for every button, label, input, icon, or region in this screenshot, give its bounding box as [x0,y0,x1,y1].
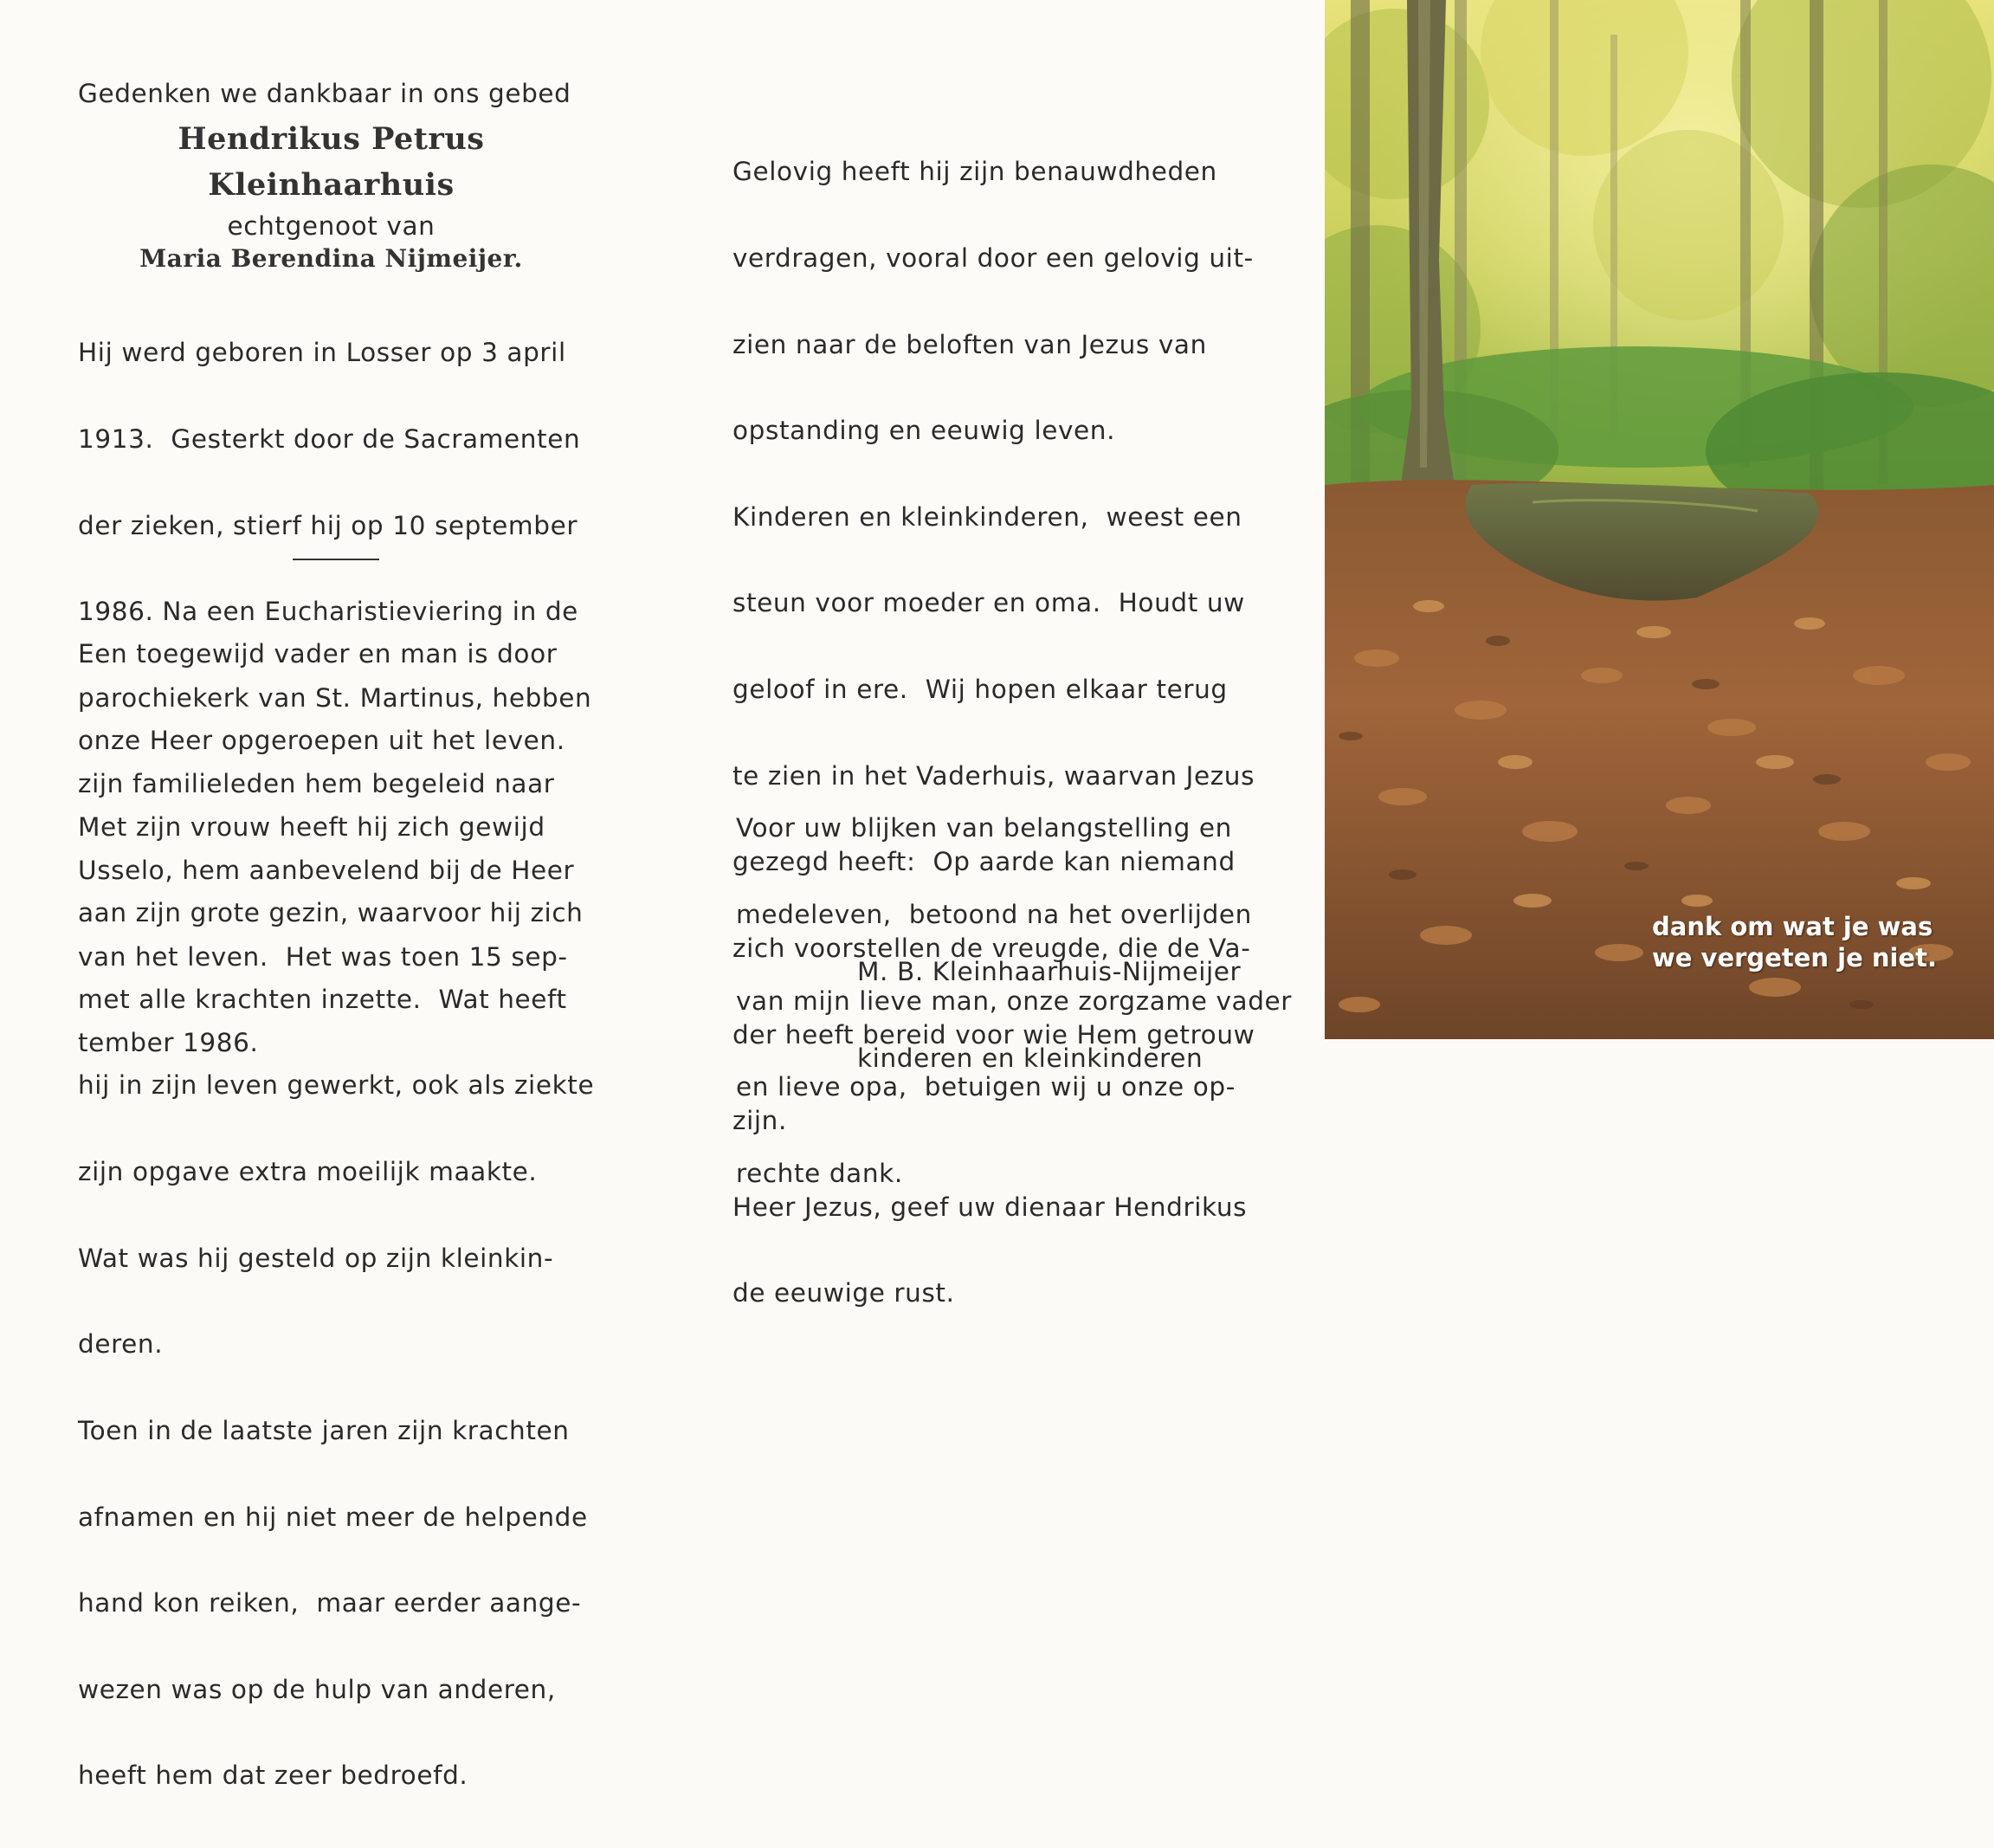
thanks-line: van mijn lieve man, onze zorgzame vader [736,985,1292,1016]
signature-name: M. B. Kleinhaarhuis-Nijmeijer [857,957,1242,987]
faith-line: Gelovig heeft hij zijn benauwdheden [732,157,1217,187]
faith-line: zich voorstellen de vreugde, die de Va- [732,933,1251,963]
faith-line: te zien in het Vaderhuis, waarvan Jezus [732,760,1255,791]
faith-line: verdragen, vooral door een gelovig uit- [732,243,1254,274]
thanks-line: rechte dank. [736,1158,903,1188]
faith-line: Kinderen en kleinkinderen, weest een [732,501,1242,532]
tribute-line: hand kon reiken, maar eerder aange- [78,1588,582,1619]
tribute-line: deren. [78,1329,164,1360]
photo-panel [1325,0,1994,1039]
bio-line: van het leven. Het was toen 15 sep- [78,941,568,972]
faith-line: zien naar de beloften van Jezus van [732,329,1207,359]
bio-line: Hij werd geboren in Losser op 3 april [78,338,566,368]
bio-line: Usselo, hem aanbevelend bij de Heer [78,856,575,886]
tribute-line: onze Heer opgeroepen uit het leven. [78,726,565,756]
tribute-line: zijn opgave extra moeilijk maakte. [78,1157,538,1187]
spouse-label: echtgenoot van [227,211,436,241]
tribute-paragraph [78,583,594,1848]
faith-line: zijn. [732,1106,787,1136]
bio-line: parochiekerk van St. Martinus, hebben [78,682,592,713]
autumn-forest-photo [1325,0,1994,1039]
faith-line: der heeft bereid voor wie Hem getrouw [732,1019,1255,1050]
signature-block [857,901,1241,1131]
deceased-surname: Kleinhaarhuis [208,167,455,203]
tribute-line: Toen in de laatste jaren zijn krachten [78,1415,570,1445]
signature-family: kinderen en kleinkinderen [857,1044,1203,1074]
thanks-line: medeleven, betoond na het overlijden [736,900,1252,930]
faith-line: opstanding en eeuwig leven. [732,416,1116,446]
tribute-line: afnamen en hij niet meer de helpende [78,1502,588,1532]
faith-line: steun voor moeder en oma. Houdt uw [732,588,1245,618]
faith-line: Heer Jezus, geef uw dienaar Hendrikus [732,1192,1248,1222]
spouse-name: Maria Berendina Nijmeijer. [139,244,523,273]
faith-line: de eeuwige rust. [732,1278,955,1308]
intro-text: Gedenken we dankbaar in ons gebed [78,79,571,108]
divider-line [293,559,379,560]
photo-caption [1652,911,1937,973]
caption-line-2: we vergeten je niet. [1652,943,1937,972]
bio-line: tember 1986. [78,1028,259,1058]
left-panel [0,0,662,1791]
bio-line: der zieken, stierf hij op 10 september [78,510,578,540]
thanks-line: Voor uw blijken van belangstelling en [736,813,1232,843]
tribute-line: aan zijn grote gezin, waarvoor hij zich [78,898,584,928]
tribute-line: hij in zijn leven gewerkt, ook als ziekte [78,1070,595,1101]
bio-line: 1913. Gesterkt door de Sacramenten [78,424,581,455]
tribute-line: heeft hem dat zeer bedroefd. [78,1761,468,1791]
tribute-line: wezen was op de hulp van anderen, [78,1674,556,1704]
deceased-first-names: Hendrikus Petrus [177,121,485,157]
tribute-line: met alle krachten inzette. Wat heeft [78,984,567,1014]
thanks-line: en lieve opa, betuigen wij u onze op- [736,1072,1236,1102]
tribute-line: Met zijn vrouw heeft hij zich gewijd [78,811,545,842]
faith-line: gezegd heeft: Op aarde kan niemand [732,847,1236,877]
bio-line: zijn familieleden hem begeleid naar [78,769,555,799]
caption-line-1: dank om wat je was [1652,912,1933,941]
tribute-line: Een toegewijd vader en man is door [78,639,558,669]
tribute-line: Wat was hij gesteld op zijn kleinkin- [78,1243,554,1273]
faith-line: geloof in ere. Wij hopen elkaar terug [732,675,1228,705]
bio-line: 1986. Na een Eucharistieviering in de [78,597,578,627]
